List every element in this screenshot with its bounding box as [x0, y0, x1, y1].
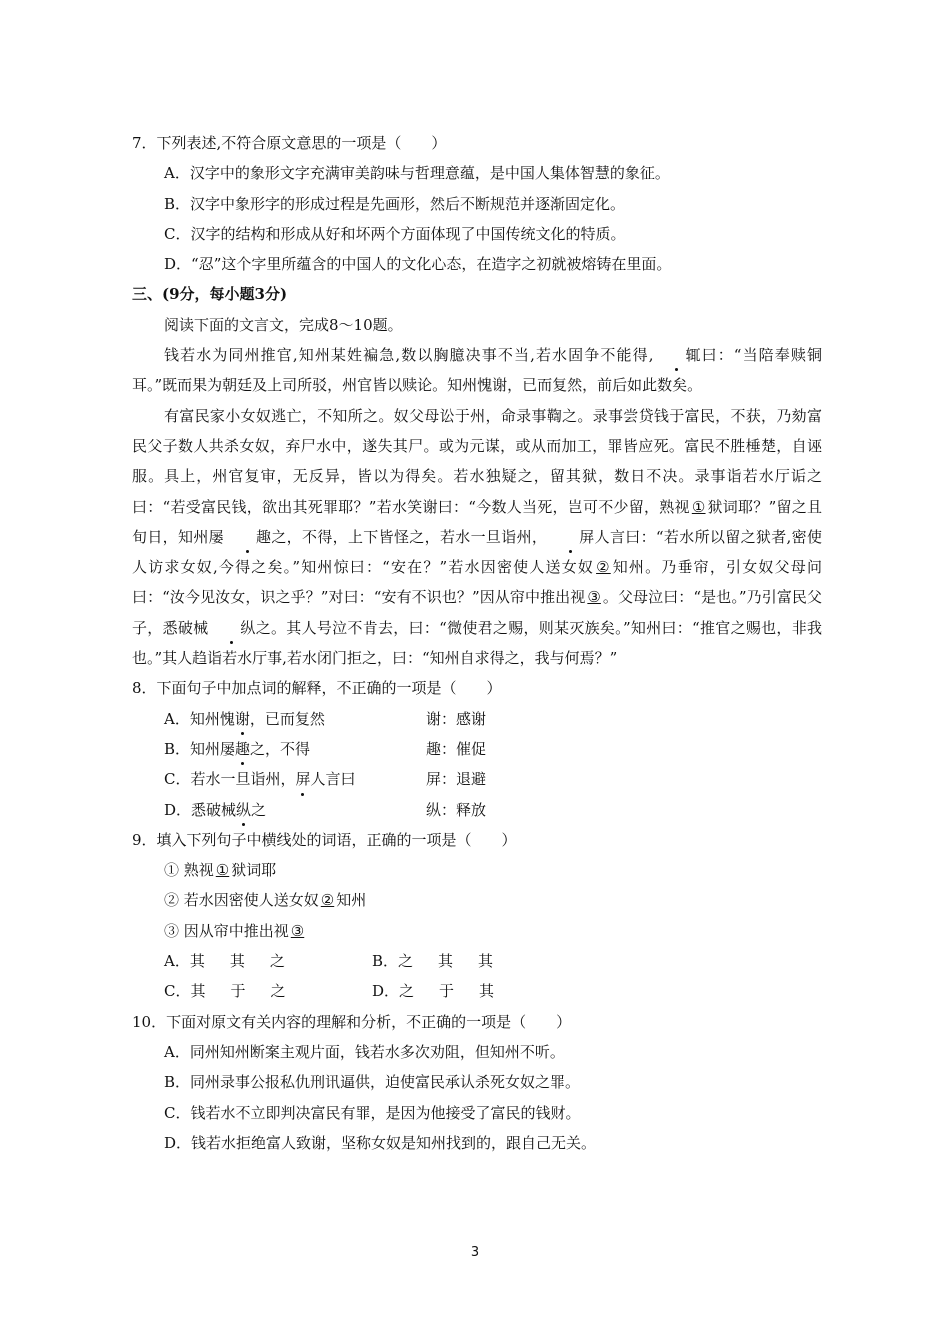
page-content [132, 128, 822, 1158]
q9-option-a [164, 946, 372, 976]
q8-option-d [132, 795, 822, 825]
q8-stem: 8．下面句子中加点词的解释，不正确的一项是（ ） [132, 679, 502, 698]
q9-option-b-word-1: 之 [398, 952, 414, 971]
q8-d-post: 之 [251, 800, 267, 819]
q9-option-c [164, 976, 372, 1006]
section-3-heading: 三、(9分，每小题3分) [132, 285, 288, 304]
q9-item-1 [132, 855, 822, 885]
q10-option-d: D．钱若水拒绝富人致谢，坚称女奴是知州找到的，跟自己无关。 [164, 1133, 597, 1152]
q8-option-b [132, 734, 822, 764]
dotted-word-zong: 纵 [208, 613, 255, 643]
dotted-word-zhe: 辄 [653, 340, 700, 370]
q8-b-pre: B．知州屡 [164, 739, 236, 758]
q8-c-post: 人言曰 [310, 770, 356, 789]
q10-option-a: A．同州知州断案主观片面，钱若水多次劝阻，但知州不听。 [164, 1042, 565, 1061]
q9-option-b-word-2: 其 [438, 952, 454, 971]
q9-option-d [372, 982, 494, 1000]
q8-d-gloss: 纵：释放 [426, 800, 487, 819]
q8-option-c [132, 764, 822, 794]
q7-stem: 7．下列表述,不符合原文意思的一项是（ ） [132, 134, 447, 152]
q9-option-c-letter: C． [164, 982, 191, 1001]
q8-b-gloss: 趣：催促 [426, 739, 487, 758]
p2-text-5: 知州。乃垂帘，引女奴父母问曰：“汝今见汝女，识之乎？”对曰：“安有不识也？”因从帘中推出视 [132, 558, 822, 607]
q8-d-pre: D．悉破械 [164, 800, 237, 819]
q9-option-c-word-3: 之 [270, 982, 286, 1001]
q9-item-2 [132, 885, 822, 915]
question-8 [132, 673, 822, 824]
q9-item-3-pre: ③ 因从帘中推出视 [164, 921, 289, 940]
q9-option-c-word-1: 其 [190, 982, 206, 1001]
passage-paragraph-1 [132, 340, 822, 401]
q10-option-c: C．钱若水不立即判决富民有罪，是因为他接受了富民的钱财。 [164, 1103, 581, 1122]
q8-a-post: ，已而复然 [249, 709, 325, 728]
p1-text-c: 曰：“当陪奉赎铜耳。”既而果为朝廷及上司所驳，州官皆以赎论。知州愧谢，已而复然，前后如此数矣。 [132, 346, 823, 395]
q8-a-gloss: 谢：感谢 [426, 709, 487, 728]
q8-option-a [132, 704, 822, 734]
q8-a-pre: A．知州愧 [164, 709, 235, 728]
q9-item-2-blank: ② [320, 891, 335, 910]
q8-c-gloss: 屏：退避 [426, 770, 487, 789]
q7-option-a: A．汉字中的象形文字充满审美韵味与哲理意蕴，是中国人集体智慧的象征。 [164, 164, 670, 183]
q9-stem: 9．填入下列句子中横线处的词语，正确的一项是（ ） [132, 830, 517, 849]
q9-item-2-post: 知州 [336, 891, 367, 910]
q8-b-dotted-word: 趣 [235, 734, 250, 764]
p2-text-6: 。父母泣曰：“是也。”乃引富民父子，悉破械 [132, 588, 822, 637]
q9-item-3-blank: ③ [290, 921, 305, 940]
p2-text-3: 之，不得，上下皆怪之，若水一旦诣州， [271, 527, 548, 546]
q7-option-d: D．“忍”这个字里所蕴含的中国人的文化心态，在造字之初就被熔铸在里面。 [164, 255, 672, 274]
q9-item-1-pre: ① 熟视 [164, 861, 214, 880]
p2-text-7: 之。其人号泣不肯去，曰：“微使君之赐，则某灭族矣。”知州曰：“推官之赐也，非我也。”其人趋诣若水厅事,若水闭门拒之，曰：“知州自求得之，我与何焉？” [132, 618, 822, 668]
question-10 [132, 1007, 822, 1158]
q10-option-b: B．同州录事公报私仇刑讯逼供，迫使富民承认杀死女奴之罪。 [164, 1073, 581, 1092]
q9-options-row-2 [132, 976, 822, 1006]
p2-text-2: 狱词耶？”留之且旬日，知州屡 [132, 497, 823, 546]
q9-option-b-letter: B． [372, 952, 399, 971]
q7-option-c: C．汉字的结构和形成从好和坏两个方面体现了中国传统文化的特质。 [164, 224, 626, 243]
q8-d-dotted-word: 纵 [236, 795, 251, 825]
page-number: 3 [470, 1245, 480, 1260]
question-9 [132, 825, 822, 1007]
p2-text-1: 有富民家小女奴逃亡，不知所之。奴父母讼于州，命录事鞫之。录事尝贷钱于富民，不获，乃劾富民父子数人共杀女奴，弃尸水中，遂失其尸。或为元谋，或从而加工，罪皆应死。富民不胜棰楚，自诬服。具上，州官复审，无反异，皆以为得矣。若水独疑之，留其狱，数日不决。录事诣若水厅诟之曰：“若受富民钱，欲出其死罪耶？”若水笑谢曰：“今数人当死，岂可不少留，熟视 [132, 406, 822, 516]
q9-item-3 [132, 916, 822, 946]
passage-paragraph-2 [132, 401, 822, 674]
q8-a-dotted-word: 谢 [235, 704, 250, 734]
blank-2: ② [596, 558, 611, 577]
q9-option-c-word-2: 于 [230, 982, 246, 1001]
q8-b-post: 之，不得 [250, 739, 311, 758]
q9-option-a-word-2: 其 [229, 952, 245, 971]
blank-3: ③ [587, 588, 601, 607]
question-7 [132, 128, 822, 279]
p1-text-a: 钱若水为同州推官,知州某姓褊急,数以胸臆决事不当,若水固争不能得, [164, 346, 654, 365]
dotted-word-qu: 趣 [224, 522, 271, 552]
dotted-word-ping: 屏 [547, 522, 594, 552]
q9-option-a-letter: A． [164, 952, 190, 971]
q8-c-dotted-word: 屏 [295, 764, 310, 794]
q9-option-b [372, 952, 493, 970]
q9-option-d-word-1: 之 [399, 982, 415, 1001]
section-3-instruction: 阅读下面的文言文，完成8～10题。 [164, 315, 403, 334]
q9-item-1-blank: ① [215, 861, 230, 880]
q9-option-a-word-3: 之 [269, 952, 285, 971]
p2-text-4: 人言曰：“若水所以留之狱者,密使人访求女奴,今得之矣。”知州惊曰：“安在？”若水因密使人送女奴 [132, 527, 822, 577]
q9-item-1-post: 狱词耶 [231, 861, 277, 880]
q9-option-d-word-2: 于 [439, 982, 455, 1001]
q9-option-d-letter: D． [372, 982, 400, 1001]
q7-option-b: B．汉字中象形字的形成过程是先画形，然后不断规范并逐渐固定化。 [164, 194, 626, 213]
q9-option-d-word-3: 其 [479, 982, 495, 1001]
q9-item-2-pre: ② 若水因密使人送女奴 [164, 891, 319, 910]
q9-option-b-word-3: 其 [478, 952, 494, 971]
q9-options-row-1 [132, 946, 822, 976]
q10-stem: 10．下面对原文有关内容的理解和分析，不正确的一项是（ ） [132, 1012, 572, 1031]
q8-c-pre: C．若水一旦诣州， [164, 770, 296, 789]
blank-1: ① [691, 497, 706, 516]
q9-option-a-word-1: 其 [189, 952, 205, 971]
